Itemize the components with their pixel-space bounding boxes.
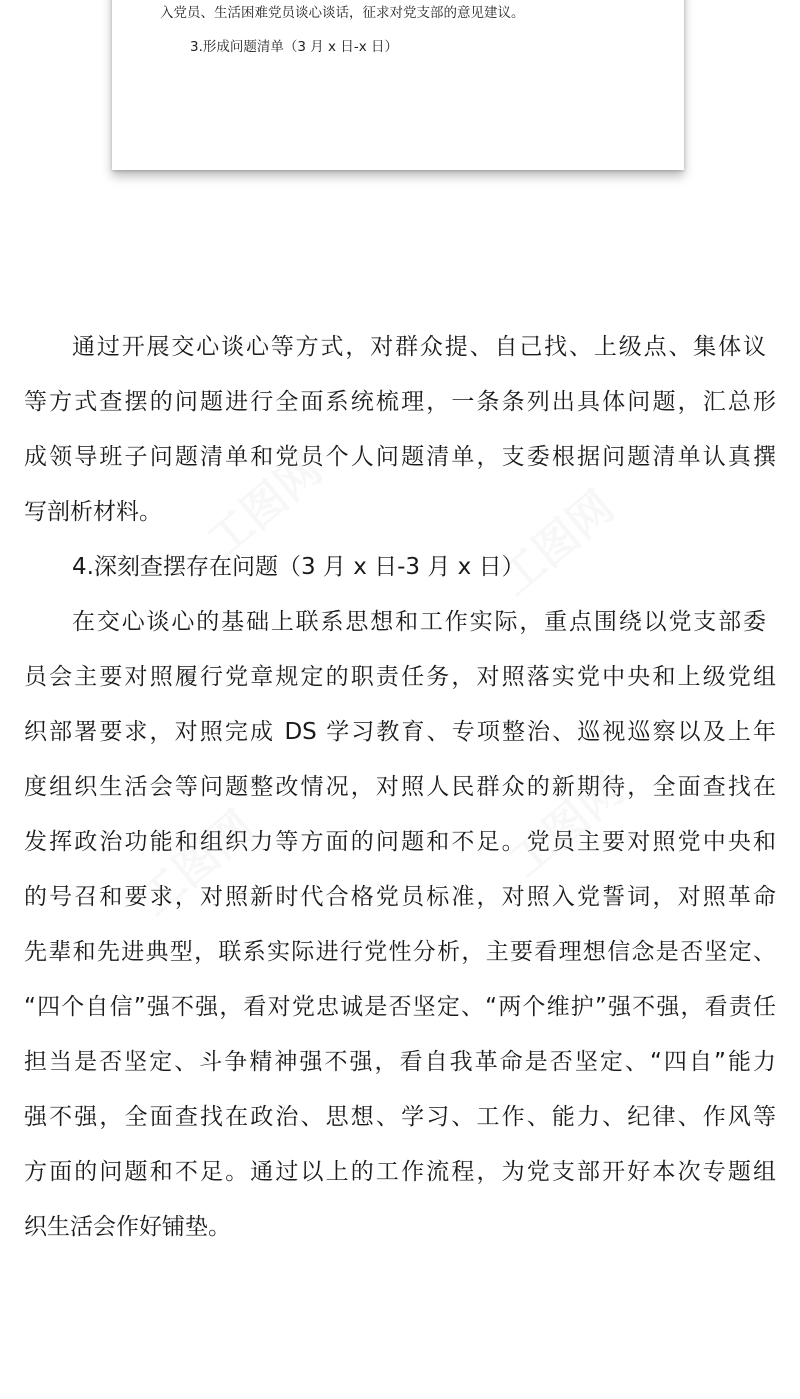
paragraph-1-line: 通过开展交心谈心等方式，对群众提、自己找、上级点、集体议 [72,334,766,360]
watermark-logo: 工图网 [197,443,332,568]
paragraph-2-line: 织生活会作好铺垫。 [24,1214,231,1240]
paragraph-2-line: “四个自信”强不强，看对党忠诚是否坚定、“两个维护”强不强，看责任 [24,994,776,1020]
paragraph-2-line: 员会主要对照履行党章规定的职责任务，对照落实党中央和上级党组 [24,664,776,690]
paragraph-2-line: 方面的问题和不足。通过以上的工作流程，为党支部开好本次专题组 [24,1159,776,1185]
paragraph-2-line: 度组织生活会等问题整改情况，对照人民群众的新期待，全面查找在 [24,774,776,800]
paragraph-2-line: 的号召和要求，对照新时代合格党员标准，对照入党誓词，对照革命 [24,884,776,910]
paragraph-2-line: 先辈和先进典型，联系实际进行党性分析，主要看理想信念是否坚定、 [24,939,776,965]
paragraph-1-line: 等方式查摆的问题进行全面系统梳理，一条条列出具体问题，汇总形 [24,389,776,415]
paragraph-2-line: 担当是否坚定、斗争精神强不强，看自我革命是否坚定、“四自”能力 [24,1049,776,1075]
paragraph-2-line: 强不强，全面查找在政治、思想、学习、工作、能力、纪律、作风等 [24,1104,776,1130]
preview-heading-line: 3.形成问题清单（3 月 x 日-x 日） [190,39,398,55]
watermark-logo: 工图网 [499,763,634,888]
paragraph-2-line: 在交心谈心的基础上联系思想和工作实际，重点围绕以党支部委 [72,609,766,635]
section-heading: 4.深刻查摆存在问题（3 月 x 日-3 月 x 日） [72,554,525,580]
paragraph-1-line: 成领导班子问题清单和党员个人问题清单，支委根据问题清单认真撰 [24,444,776,470]
paragraph-2-line: 织部署要求，对照完成 DS 学习教育、专项整治、巡视巡察以及上年 [24,719,776,745]
paragraph-2-line: 发挥政治功能和组织力等方面的问题和不足。党员主要对照党中央和 [24,829,776,855]
document-preview-card [112,0,684,170]
preview-text-line: 入党员、生活困难党员谈心谈话，征求对党支部的意见建议。 [160,5,525,21]
paragraph-1-line: 写剖析材料。 [24,499,162,525]
watermark-logo: 工图网 [129,801,264,926]
watermark-logo: 工图网 [489,481,624,606]
